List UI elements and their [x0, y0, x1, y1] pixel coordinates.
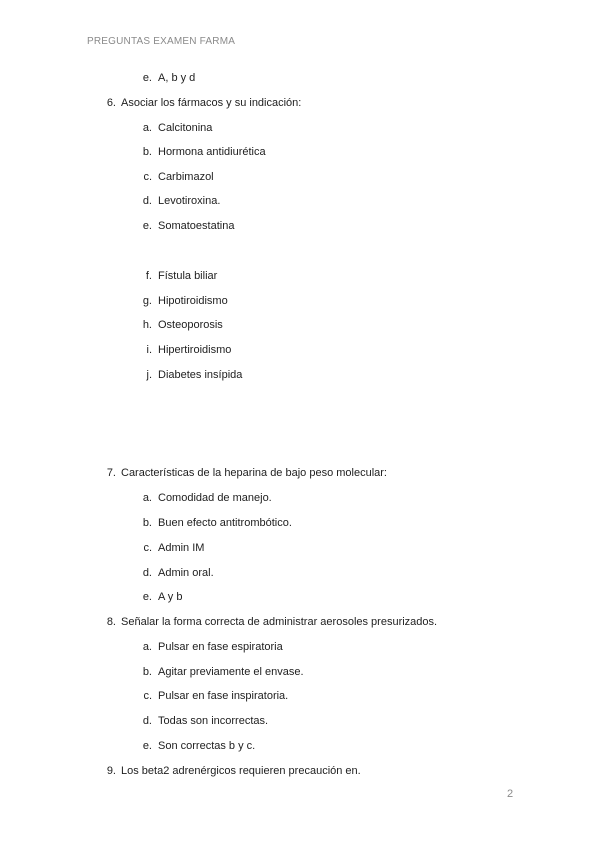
option-text: Admin oral. [158, 567, 214, 579]
option-marker: d. [142, 567, 152, 579]
option-text: Todas son incorrectas. [158, 715, 269, 727]
option-text: Comodidad de manejo. [158, 492, 272, 504]
option-text: Pulsar en fase inspiratoria. [158, 690, 289, 702]
option-marker: a. [142, 492, 152, 504]
option-marker: c. [143, 542, 152, 554]
list-item [142, 739, 256, 753]
option-marker: a. [142, 122, 152, 134]
option-marker: e. [142, 220, 152, 232]
option-marker: e. [142, 740, 152, 752]
list-item [142, 590, 183, 604]
option-text: Calcitonina [158, 122, 213, 134]
option-marker: d. [142, 715, 152, 727]
option-marker: b. [142, 146, 152, 158]
question-text: Señalar la forma correcta de administrar aerosoles presurizados. [121, 616, 438, 628]
list-item [142, 121, 213, 135]
option-text: Levotiroxina. [158, 195, 221, 207]
option-text: Diabetes insípida [158, 369, 243, 381]
option-text: Somatoestatina [158, 220, 235, 232]
option-text: Hormona antidiurética [158, 146, 266, 158]
option-marker: j. [146, 369, 152, 381]
list-item [142, 491, 272, 505]
question-9 [106, 764, 361, 778]
question-number: 7. [106, 467, 116, 479]
option-text: Agitar previamente el envase. [158, 666, 304, 678]
option-marker: c. [143, 690, 152, 702]
option-marker: i. [146, 344, 152, 356]
option-text: Fístula biliar [158, 270, 218, 282]
option-marker: e. [142, 591, 152, 603]
option-marker: f. [145, 270, 152, 282]
option-text: A, b y d [158, 72, 196, 84]
question-number: 8. [106, 616, 116, 628]
list-item [142, 640, 283, 654]
option-text: Son correctas b y c. [158, 740, 256, 752]
question-text: Asociar los fármacos y su indicación: [121, 97, 302, 109]
list-item [142, 566, 214, 580]
list-item [142, 145, 266, 159]
list-item [142, 665, 304, 679]
option-marker: g. [142, 295, 152, 307]
option-marker: d. [142, 195, 152, 207]
question-6 [106, 96, 302, 110]
list-item [146, 343, 232, 357]
option-marker: h. [142, 319, 152, 331]
list-item [146, 368, 243, 382]
option-text: Buen efecto antitrombótico. [158, 517, 292, 529]
option-text: Admin IM [158, 542, 205, 554]
question-8 [106, 615, 438, 629]
option-marker: a. [142, 641, 152, 653]
list-item [142, 714, 269, 728]
option-text: Hipertiroidismo [158, 344, 232, 356]
option-text: Hipotiroidismo [158, 295, 228, 307]
list-item [145, 269, 218, 283]
question-7 [106, 466, 387, 480]
question-text: Los beta2 adrenérgicos requieren precaución en. [121, 765, 361, 777]
option-marker: c. [143, 171, 152, 183]
list-item [143, 541, 205, 555]
option-text: Osteoporosis [158, 319, 223, 331]
page-header: PREGUNTAS EXAMEN FARMA [87, 36, 236, 47]
question-number: 9. [106, 765, 116, 777]
question-number: 6. [106, 97, 116, 109]
list-item [143, 170, 214, 184]
option-marker: b. [142, 666, 152, 678]
option-marker: e. [142, 72, 152, 84]
list-item [142, 194, 221, 208]
list-item [142, 219, 235, 233]
list-item [142, 318, 223, 332]
list-item [142, 71, 196, 85]
list-item [142, 294, 228, 308]
option-text: Carbimazol [158, 171, 214, 183]
option-text: Pulsar en fase espiratoria [158, 641, 283, 653]
question-text: Características de la heparina de bajo peso molecular: [121, 467, 387, 479]
list-item [143, 689, 289, 703]
page-number: 2 [507, 788, 514, 800]
option-text: A y b [158, 591, 183, 603]
option-marker: b. [142, 517, 152, 529]
list-item [142, 516, 292, 530]
